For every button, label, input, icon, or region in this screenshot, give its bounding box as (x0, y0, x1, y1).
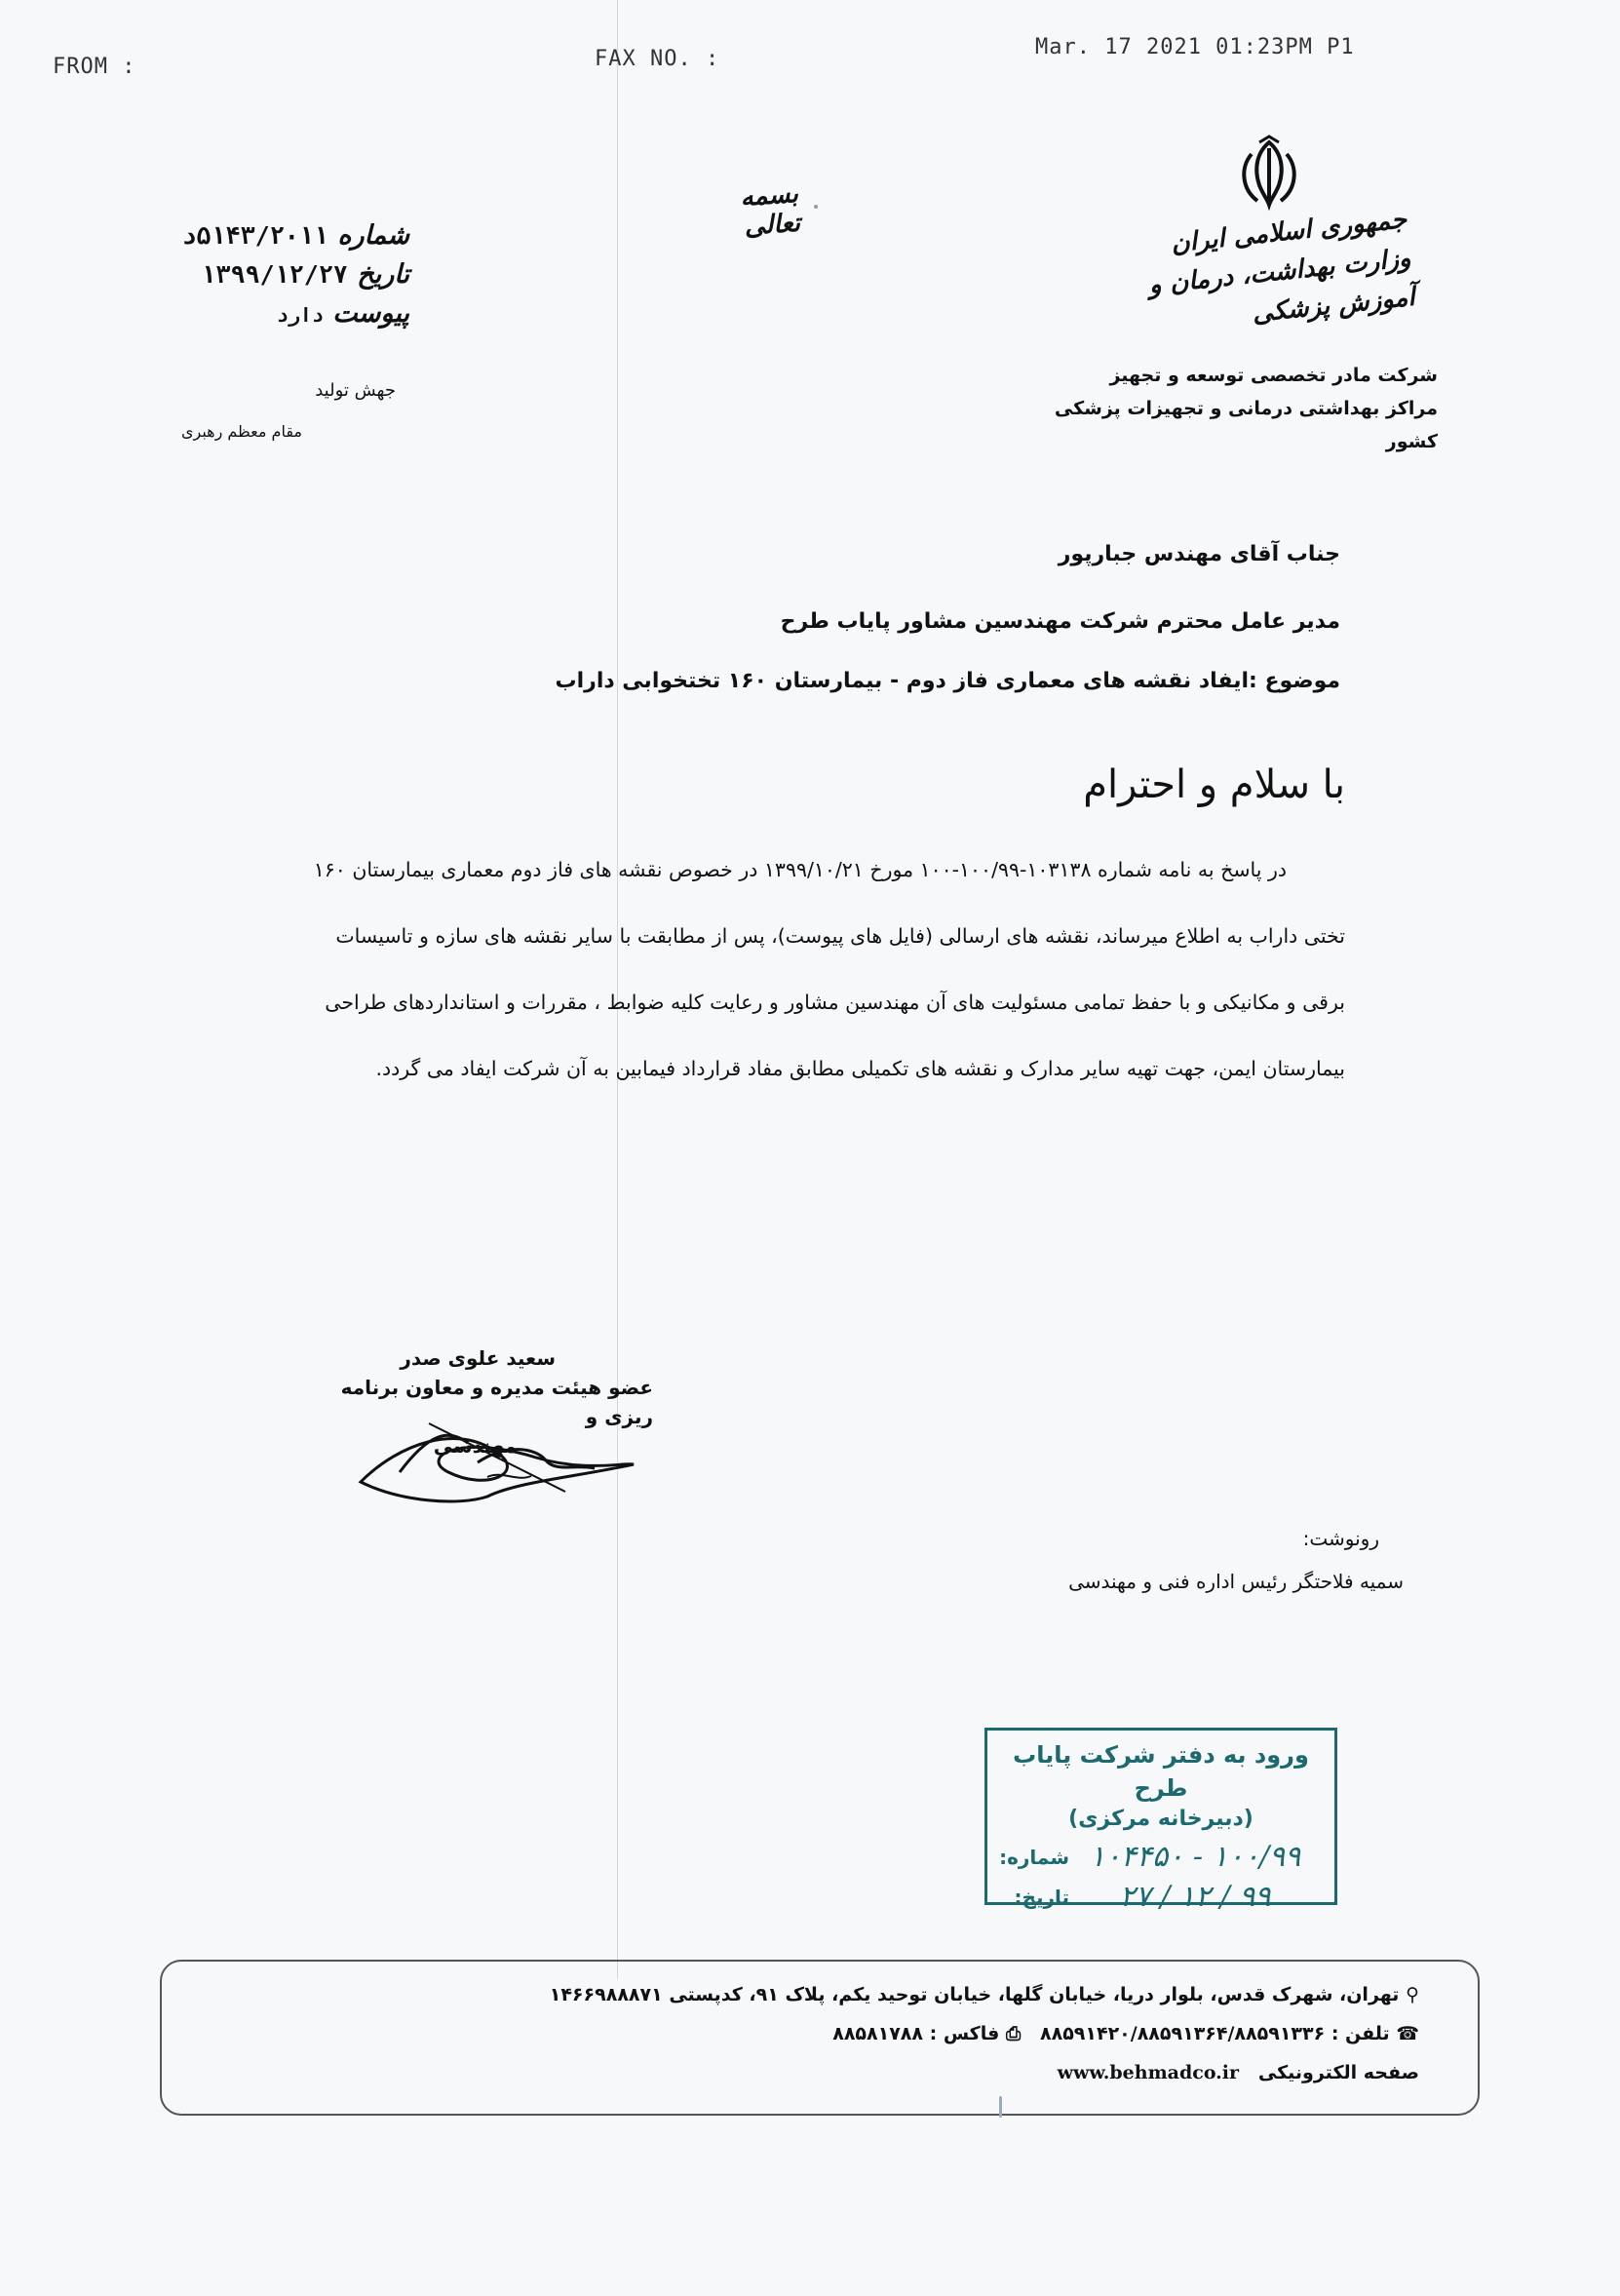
phone-icon: ☎ (1396, 2023, 1419, 2044)
ministry-line-2: وزارت بهداشت، درمان و آموزش پزشکی (1147, 243, 1416, 330)
footer-address: تهران، شهرک قدس، بلوار دریا، خیابان گلها، خیابان توحید یکم، پلاک ۹۱، کدپستی ۱۴۶۶۹۸۸۸۷۱ (549, 1984, 1400, 2005)
letter-subject: موضوع :ایفاد نقشه های معماری فاز دوم - بیمارستان ۱۶۰ تختخوابی داراب (555, 669, 1340, 693)
ministry-line-1: جمهوری اسلامی ایران (1170, 205, 1408, 259)
footer-website: www.behmadco.ir (1057, 2062, 1240, 2083)
stamp-number-value: ۱۰۰/۹۹ - ۱۰۴۴۵۰ (1089, 1840, 1301, 1874)
basmala: بسمه تعالی (739, 178, 801, 242)
company-name (1043, 359, 1438, 458)
cc-recipient: سمیه فلاحتگر رئیس اداره فنی و مهندسی (1068, 1570, 1404, 1593)
letter-number: شماره ۵۱۴۳/۲۰۱۱د (181, 220, 409, 251)
receipt-stamp (984, 1728, 1337, 1914)
fax-icon: ⎙ (1005, 2023, 1022, 2044)
company-line-1: شرکت مادر تخصصی توسعه و تجهیز (1109, 365, 1438, 386)
letter-meta (166, 216, 409, 334)
stamp-date-label: تاریخ: (1014, 1885, 1069, 1909)
stamp-date-value: ۹۹ / ۱۲ / ۲۷ (1119, 1880, 1271, 1914)
cc-label: رونوشت: (1302, 1527, 1379, 1550)
stamp-number-label: شماره: (999, 1845, 1069, 1869)
recipient-block (546, 532, 1340, 703)
footer-phones: تلفن : ۸۸۵۹۱۴۲۰/۸۸۵۹۱۳۶۴/۸۸۵۹۱۳۳۶ (1040, 2023, 1390, 2044)
letter-body (207, 837, 1345, 1102)
letter-date: تاریخ ۱۳۹۹/۱۲/۲۷ (201, 259, 409, 290)
carbon-copy (975, 1517, 1404, 1603)
letter-attachment: پیوست دارد (276, 298, 409, 329)
footer-address-row (220, 1975, 1419, 2014)
scan-speck (999, 2096, 1002, 2118)
fax-number: FAX NO. : (595, 47, 720, 71)
letter-number-value: ۵۱۴۳/۲۰۱۱د (181, 221, 328, 250)
stamp-date-row (1001, 1880, 1321, 1914)
footer-contact-row (220, 2014, 1419, 2053)
signatory-title-2: مهندسی (433, 1434, 517, 1458)
motto-line-1: جهش تولید (315, 380, 396, 401)
letter-attachment-value: دارد (276, 303, 324, 327)
stamp-title: ورود به دفتر شرکت پایاب طرح (1013, 1741, 1309, 1802)
footer-fax: فاکس : ۸۸۵۸۱۷۸۸ (832, 2023, 1000, 2044)
footer-website-label: صفحه الکترونیکی (1257, 2062, 1419, 2083)
body-line-2: تختی داراب به اطلاع میرساند، نقشه های ارسالی (فایل های پیوست)، پس از مطابقت با سایر نقشه های سازه و تاسیسات (335, 924, 1345, 948)
letter-footer (160, 1960, 1480, 2116)
footer-web-row (220, 2053, 1419, 2092)
body-line-3: برقی و مکانیکی و با حفظ تمامی مسئولیت های آن مهندسین مشاور و رعایت کلیه ضوابط ، مقررات و استانداردهای طراحی (325, 991, 1345, 1014)
body-line-1: در پاسخ به نامه شماره ۱۰۳۱۳۸-۱۰۰/۹۹-۱۰۰ مورخ ۱۳۹۹/۱۰/۲۱ در خصوص نقشه های فاز دوم معماری بیمارستان ۱۶۰ (313, 858, 1287, 881)
fax-datetime: Mar. 17 2021 01:23PM P1 (1035, 35, 1355, 59)
motto-line-2: مقام معظم رهبری (180, 422, 302, 441)
stamp-subtitle: (دبیرخانه مرکزی) (1068, 1807, 1254, 1831)
signatory-name: سعید علوی صدر (400, 1346, 556, 1370)
stamp-number-row (1001, 1840, 1321, 1874)
company-line-2: مراکز بهداشتی درمانی و تجهیزات پزشکی کشور (1054, 398, 1438, 452)
fax-from: FROM : (53, 55, 136, 79)
recipient-name: جناب آقای مهندس جبارپور (1058, 542, 1340, 566)
greeting: با سلام و احترام (1083, 762, 1345, 807)
signatory-title-1: عضو هیئت مدیره و معاون برنامه ریزی و (340, 1376, 653, 1428)
handwritten-signature (341, 1404, 653, 1511)
location-icon: ⚲ (1406, 1984, 1419, 2005)
motto (146, 370, 400, 452)
ministry-logotype (1124, 200, 1417, 346)
iran-emblem-icon (1230, 135, 1308, 213)
letter-date-value: ۱۳۹۹/۱۲/۲۷ (201, 260, 348, 289)
scan-speck (814, 205, 818, 209)
recipient-title: مدیر عامل محترم شرکت مهندسین مشاور پایاب طرح (780, 609, 1340, 634)
body-line-4: بیمارستان ایمن، جهت تهیه سایر مدارک و نقشه های تکمیلی مطابق مفاد قرارداد فیمابین به آن شرکت ایفاد می گردد. (375, 1057, 1345, 1080)
